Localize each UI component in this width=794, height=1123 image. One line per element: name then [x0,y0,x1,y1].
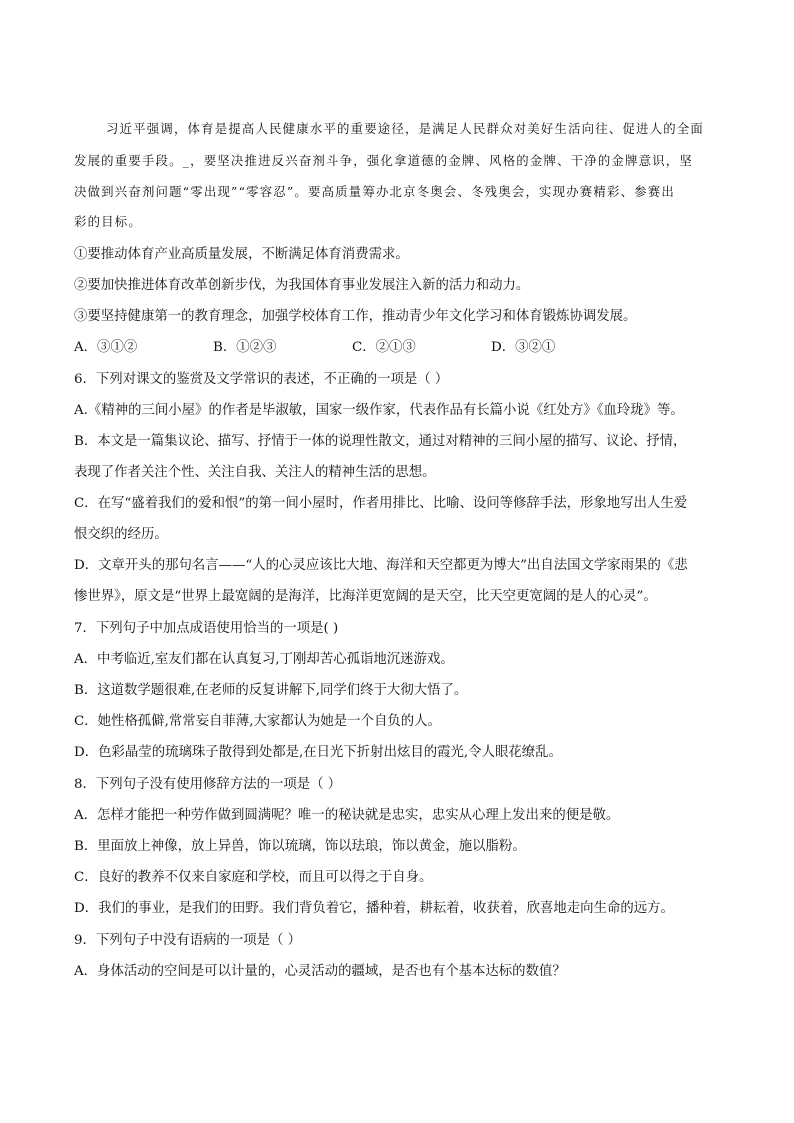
passage-line: 发展的重要手段。_，要坚决推进反兴奋剂斗争，强化拿道德的金牌、风格的金牌、干净的金牌意识，坚 [74,153,693,168]
question-8-option-b: B．里面放上神像，放上异兽，饰以琉璃，饰以珐琅，饰以黄金，施以脂粉。 [74,839,526,854]
statement: ①要推动体育产业高质量发展，不断满足体育消费需求。 [74,247,409,262]
question-7-option-c: C．她性格孤僻,常常妄自菲薄,大家都认为她是一个自负的人。 [74,714,441,729]
question-8-option-c: C．良好的教养不仅来自家庭和学校，而且可以得之于自身。 [74,870,433,885]
question-6-option-d-cont: 惨世界》，原文是“世界上最宽阔的是海洋，比海洋更宽阔的是天空，比天空更宽阔的是人的心灵”。 [74,589,657,604]
question-9-option-a: A．身体活动的空间是可以计量的，心灵活动的疆域，是否也有个基本达标的数值？ [74,964,566,979]
question-6-stem: 6．下列对课文的鉴赏及文学常识的表述，不正确的一项是（ ） [74,372,449,387]
passage-line: 决做到兴奋剂问题“零出现”“零容忍”。要高质量筹办北京冬奥会、冬残奥会，实现办赛精彩、参赛出 [74,184,675,199]
question-7-option-b: B．这道数学题很难,在老师的反复讲解下,同学们终于大彻大悟了。 [74,683,468,698]
q5-option-b: B．①②③ [213,340,277,355]
question-6-option-c-cont: 恨交织的经历。 [74,527,168,542]
question-6-option-b-cont: 表现了作者关注个性、关注自我、关注人的精神生活的思想。 [74,465,436,480]
question-7-option-a: A．中考临近,室友们都在认真复习,丁刚却苦心孤诣地沉迷游戏。 [74,652,454,667]
q5-option-c: C．②①③ [352,340,416,355]
q5-option-a: A．③①② [74,340,138,355]
question-8-option-d: D．我们的事业，是我们的田野。我们背负着它，播种着，耕耘着，收获着，欣喜地走向生命的远方。 [74,901,674,916]
question-7-option-d: D．色彩晶莹的琉璃珠子散得到处都是,在日光下折射出炫目的霞光,令人眼花缭乱。 [74,745,562,760]
question-8-stem: 8．下列句子没有使用修辞方法的一项是（ ） [74,777,342,792]
question-9-stem: 9．下列句子中没有语病的一项是（ ） [74,933,302,948]
question-6-option-d: D．文章开头的那句名言——“人的心灵应该比大地、海洋和天空都更为博大”出自法国文学家雨果的《悲 [74,558,688,573]
passage-line: 彩的目标。 [74,214,142,229]
question-6-option-c: C．在写“盛着我们的爱和恨”的第一间小屋时，作者用排比、比喻、设问等修辞手法，形象地写出人生爱 [74,496,688,511]
question-6-option-b: B．本文是一篇集议论、描写、抒情于一体的说理性散文，通过对精神的三间小屋的描写、议论、抒情， [74,434,687,449]
statement: ③要坚持健康第一的教育理念，加强学校体育工作，推动青少年文化学习和体育锻炼协调发展。 [74,309,637,324]
question-6-option-a: A.《精神的三间小屋》的作者是毕淑敏，国家一级作家，代表作品有长篇小说《红处方》《血玲珑》等。 [74,403,684,418]
q5-option-d: D．③②① [491,340,556,355]
statement: ②要加快推进体育改革创新步伐，为我国体育事业发展注入新的活力和动力。 [74,278,530,293]
question-8-option-a: A．怎样才能把一种劳作做到圆满呢？唯一的秘诀就是忠实，忠实从心理上发出来的便是敬。 [74,808,620,823]
passage-line: 习近平强调，体育是提高人民健康水平的重要途径，是满足人民群众对美好生活向往、促进人的全面 [106,121,704,136]
question-7-stem: 7．下列句子中加点成语使用恰当的一项是( ) [74,621,339,636]
